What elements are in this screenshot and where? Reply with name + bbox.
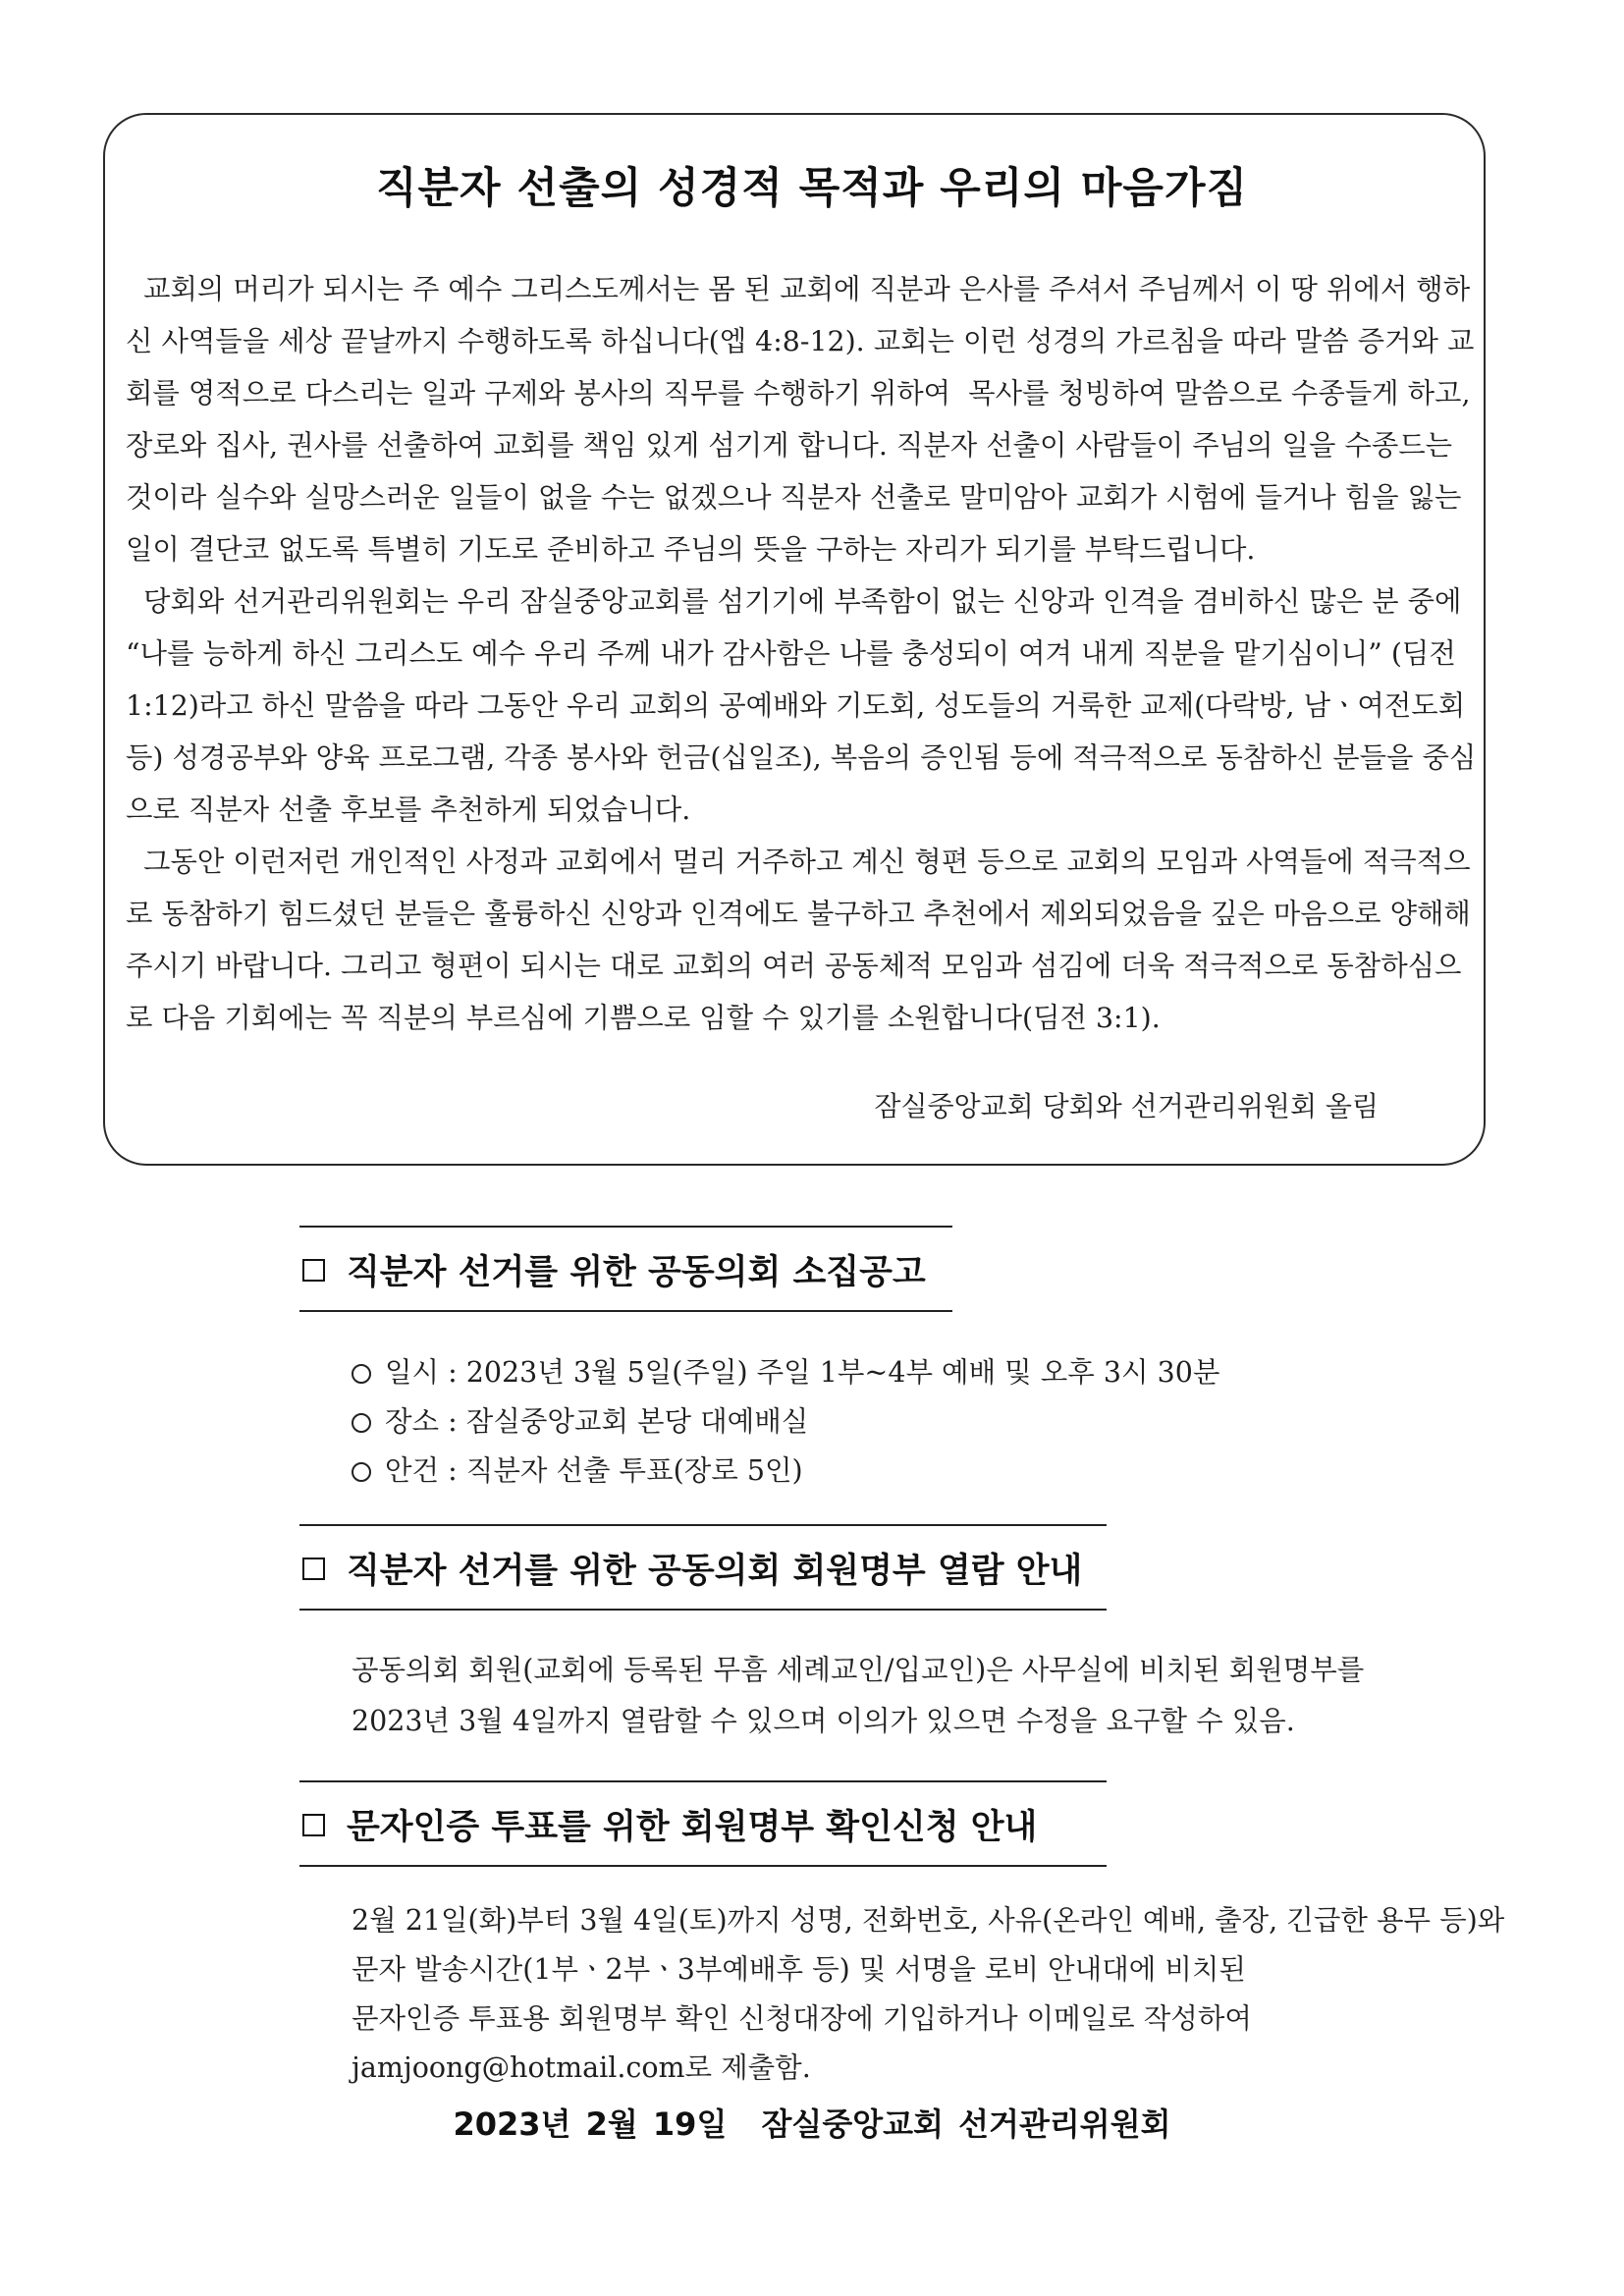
paragraph-line: 로 다음 기회에는 꼭 직분의 부르심에 기쁨으로 임할 수 있기를 소원합니다(딤전 3:1). — [126, 1002, 1161, 1034]
circle-bullet-icon — [352, 1413, 371, 1433]
meeting-place-text: 장소 : 잠실중앙교회 본당 대예배실 — [385, 1405, 809, 1438]
meeting-date-text: 일시 : 2023년 3월 5일(주일) 주일 1부~4부 예배 및 오후 3시 30분 — [385, 1356, 1220, 1389]
section-1-heading — [302, 1245, 926, 1294]
notice-paragraph-2 — [126, 575, 1477, 836]
section-2-heading — [302, 1544, 1082, 1593]
checkbox-square-icon — [302, 1814, 325, 1836]
paragraph-line: 등) 성경공부와 양육 프로그램, 각종 봉사와 헌금(십일조), 복음의 증인됨 등에 적극적으로 동참하신 분들을 중심 — [126, 741, 1477, 774]
paragraph-line: 주시기 바랍니다. 그리고 형편이 되시는 대로 교회의 여러 공동체적 모임과 섬김에 더욱 적극적으로 동참하심으 — [126, 950, 1462, 982]
section-divider — [299, 1865, 1107, 1867]
paragraph-line: 그동안 이런저런 개인적인 사정과 교회에서 멀리 거주하고 계신 형편 등으로 교회의 모임과 사역들에 적극적으 — [126, 846, 1471, 878]
meeting-agenda-item — [352, 1449, 803, 1489]
footer-date: 2023년 2월 19일 — [453, 2105, 728, 2143]
footer-organization: 잠실중앙교회 선거관리위원회 — [761, 2105, 1171, 2143]
section-divider — [299, 1226, 952, 1228]
verification-email-line: jamjoong@hotmail.com로 제출함. — [352, 2051, 811, 2084]
paragraph-line: 것이라 실수와 실망스러운 일들이 없을 수는 없겠으나 직분자 선출로 말미암아 교회가 시험에 들거나 힘을 잃는 — [126, 481, 1462, 514]
roster-info-line: 2023년 3월 4일까지 열람할 수 있으며 이의가 있으면 수정을 요구할 수 있음. — [352, 1705, 1295, 1737]
roster-info-line: 공동의회 회원(교회에 등록된 무흠 세례교인/입교인)은 사무실에 비치된 회원명부를 — [352, 1654, 1365, 1686]
paragraph-line: 회를 영적으로 다스리는 일과 구제와 봉사의 직무를 수행하기 위하여 목사를 청빙하여 말씀으로 수종들게 하고, — [126, 377, 1471, 410]
circle-bullet-icon — [352, 1364, 371, 1384]
paragraph-line: 장로와 집사, 권사를 선출하여 교회를 책임 있게 섬기게 합니다. 직분자 선출이 사람들이 주님의 일을 수종드는 — [126, 429, 1453, 462]
section-divider — [299, 1310, 952, 1312]
circle-bullet-icon — [352, 1462, 371, 1482]
section-2-title: 직분자 선거를 위한 공동의회 회원명부 열람 안내 — [347, 1552, 1083, 1591]
verification-info-line: 문자인증 투표용 회원명부 확인 신청대장에 기입하거나 이메일로 작성하여 — [352, 2002, 1252, 2035]
notice-paragraph-1 — [126, 263, 1475, 575]
paragraph-line: 일이 결단코 없도록 특별히 기도로 준비하고 주님의 뜻을 구하는 자리가 되기를 부탁드립니다. — [126, 533, 1256, 566]
footer — [0, 2100, 1624, 2145]
paragraph-line: 1:12)라고 하신 말씀을 따라 그동안 우리 교회의 공예배와 기도회, 성도들의 거룩한 교제(다락방, 남ㆍ여전도회 — [126, 689, 1466, 722]
verification-info-line: 문자 발송시간(1부ㆍ2부ㆍ3부예배후 등) 및 서명을 로비 안내대에 비치된 — [352, 1953, 1246, 1986]
paragraph-line: 당회와 선거관리위원회는 우리 잠실중앙교회를 섬기기에 부족함이 없는 신앙과 인격을 겸비하신 많은 분 중에 — [126, 585, 1462, 618]
verification-info-line: 2월 21일(화)부터 3월 4일(토)까지 성명, 전화번호, 사유(온라인 예배, 출장, 긴급한 용무 등)와 — [352, 1904, 1505, 1937]
notice-paragraph-3 — [126, 836, 1471, 1044]
meeting-place-item — [352, 1399, 808, 1440]
section-3-heading — [302, 1800, 1037, 1849]
notice-title: 직분자 선출의 성경적 목적과 우리의 마음가짐 — [375, 164, 1249, 213]
paragraph-line: 로 동참하기 힘드셨던 분들은 훌륭하신 신앙과 인격에도 불구하고 추천에서 제외되었음을 깊은 마음으로 양해해 — [126, 898, 1471, 930]
section-3-title: 문자인증 투표를 위한 회원명부 확인신청 안내 — [347, 1808, 1038, 1847]
checkbox-square-icon — [302, 1558, 325, 1580]
meeting-agenda-text: 안건 : 직분자 선출 투표(장로 5인) — [385, 1454, 803, 1487]
checkbox-square-icon — [302, 1259, 325, 1282]
section-divider — [299, 1609, 1107, 1611]
paragraph-line: “나를 능하게 하신 그리스도 예수 우리 주께 내가 감사함은 나를 충성되이 여겨 내게 직분을 맡기심이니” (딤전 — [126, 637, 1456, 670]
section-1-title: 직분자 선거를 위한 공동의회 소집공고 — [347, 1253, 926, 1292]
paragraph-line: 신 사역들을 세상 끝날까지 수행하도록 하십니다(엡 4:8-12). 교회는 이런 성경의 가르침을 따라 말씀 증거와 교 — [126, 325, 1475, 357]
notice-signature: 잠실중앙교회 당회와 선거관리위원회 올림 — [874, 1090, 1379, 1122]
meeting-date-item — [352, 1350, 1219, 1391]
paragraph-line: 교회의 머리가 되시는 주 예수 그리스도께서는 몸 된 교회에 직분과 은사를 주셔서 주님께서 이 땅 위에서 행하 — [126, 273, 1471, 305]
section-divider — [299, 1780, 1107, 1782]
paragraph-line: 으로 직분자 선출 후보를 추천하게 되었습니다. — [126, 793, 691, 826]
section-divider — [299, 1524, 1107, 1526]
